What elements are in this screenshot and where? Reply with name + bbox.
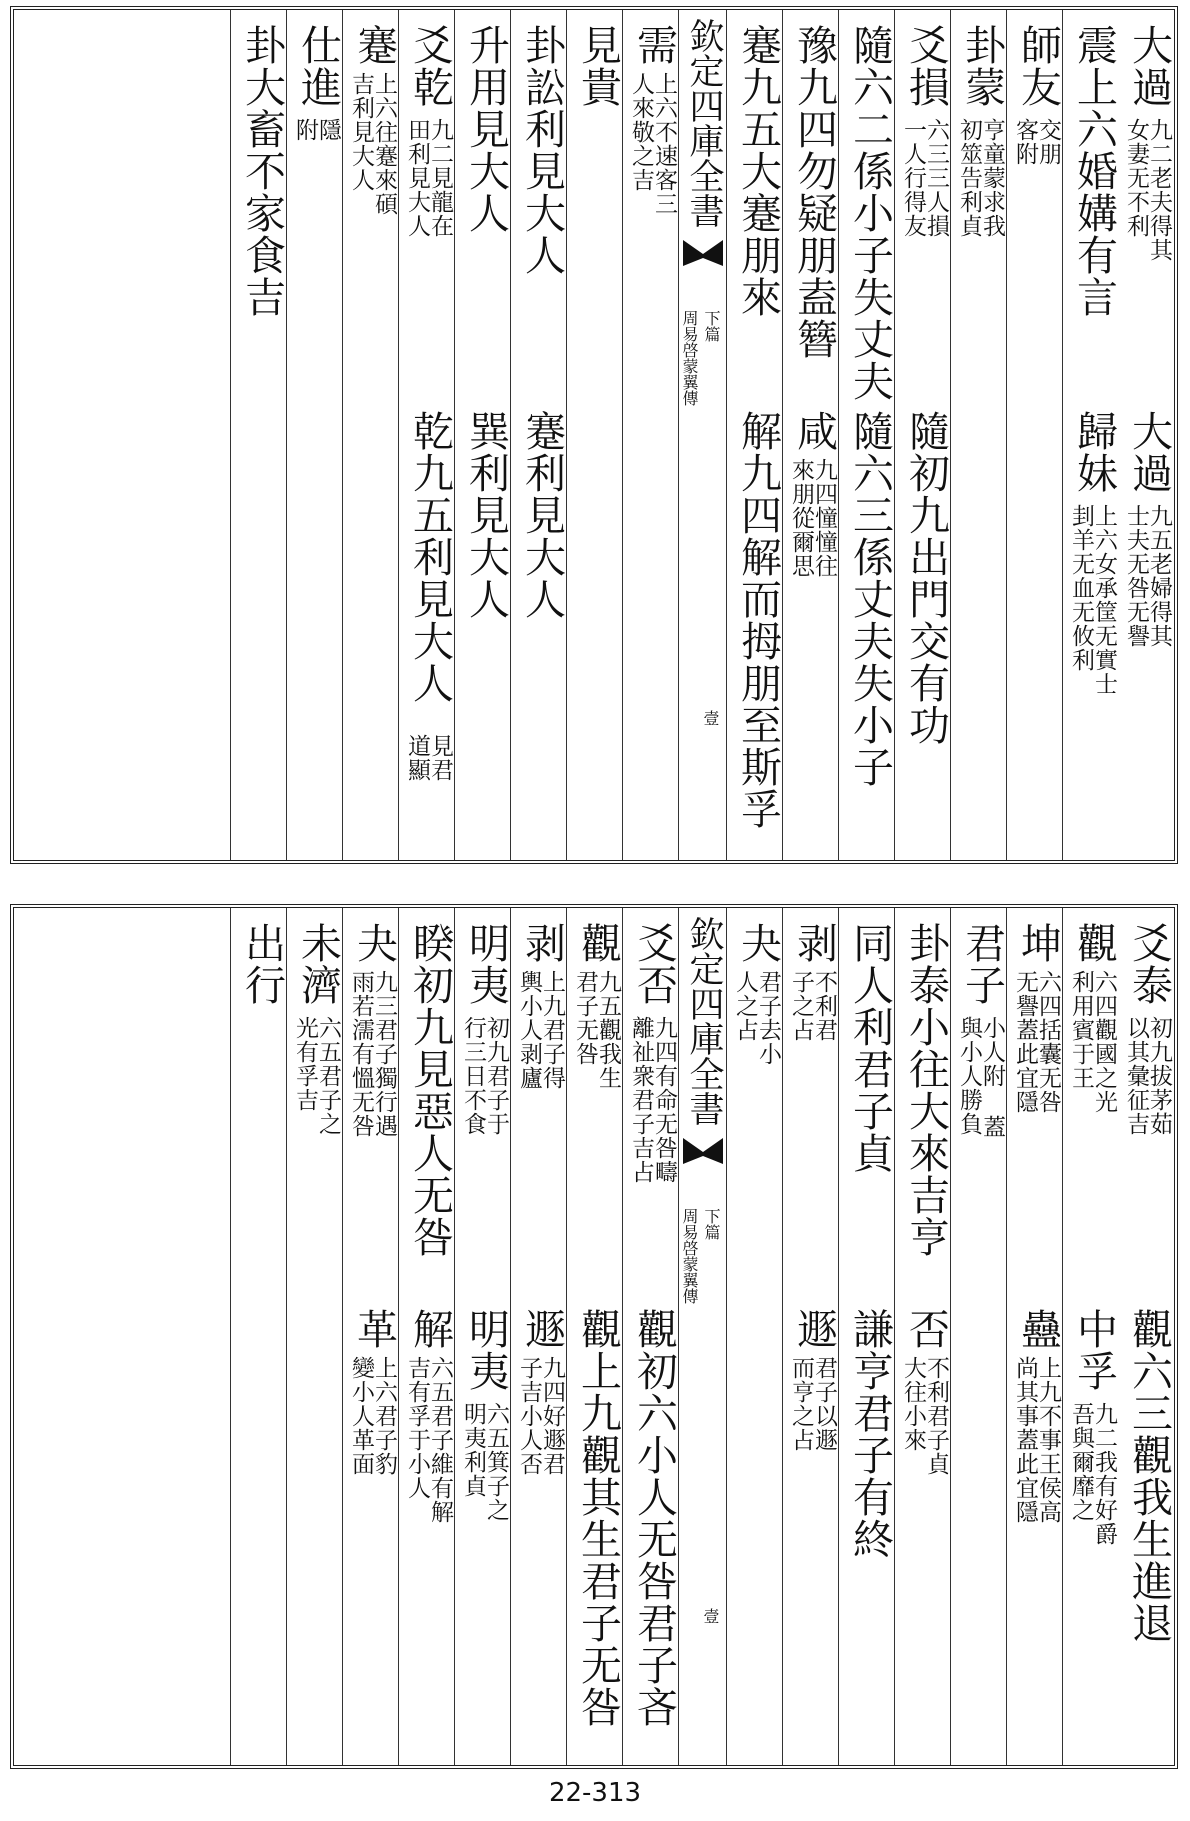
bottom-text-column (894, 908, 950, 1765)
book-subtitle: 周易啓蒙翼傳 (680, 310, 699, 406)
main-text: 夬 (734, 922, 782, 964)
main-text-second: 解九四解而拇朋至斯孚 (734, 410, 782, 830)
top-text-column (950, 10, 1006, 860)
main-text: 夬 (350, 922, 398, 964)
main-text-second: 遯 (518, 1308, 566, 1350)
annotation: 初九君子于行三日不食 (460, 1016, 509, 1136)
annotation: 六四觀國之光利用賓于王 (1068, 970, 1117, 1114)
main-text-second: 否 (902, 1308, 950, 1350)
header-column (678, 908, 726, 1765)
bottom-text-column (1006, 908, 1062, 1765)
main-text: 見貴 (574, 24, 622, 108)
book-title: 欽定四庫全書 (684, 18, 724, 228)
annotation: 上九君子得輿小人剥廬 (516, 970, 565, 1090)
main-text-second: 蹇利見大人 (518, 410, 566, 620)
bottom-text-column (398, 908, 454, 1765)
annotation-second: 君子以遯而亨之占 (788, 1356, 837, 1452)
top-text-column (286, 10, 342, 860)
top-text-column (342, 10, 398, 860)
top-text-column (1006, 10, 1062, 860)
annotation: 九二見龍在田利見大人 (404, 118, 453, 238)
header-column (678, 10, 726, 860)
main-text: 蹇 (350, 24, 398, 66)
main-text: 卦泰小往大來吉亨 (902, 922, 950, 1258)
annotation: 九二老夫得其女妻无不利 (1123, 118, 1172, 262)
main-text-second: 乾九五利見大人 (406, 410, 454, 704)
main-text: 爻乾 (406, 24, 454, 108)
main-text: 君子 (958, 922, 1006, 1006)
main-text-second: 觀上九觀其生君子无咎 (574, 1308, 622, 1728)
top-text-column (454, 10, 510, 860)
bottom-text-column (950, 908, 1006, 1765)
annotation: 君子去小人之占 (732, 970, 781, 1066)
main-text: 蹇九五大蹇朋來 (734, 24, 782, 318)
top-text-column (838, 10, 894, 860)
top-text-column (1062, 10, 1118, 860)
main-text: 爻泰 (1125, 922, 1173, 1006)
main-text: 卦大畜不家食吉 (238, 24, 286, 318)
annotation: 六五君子之光有孚吉 (292, 1016, 341, 1136)
annotation-second: 九四好遯君子吉小人否 (516, 1356, 565, 1476)
fishtail-mark-icon (683, 240, 723, 266)
main-text-second: 明夷 (462, 1308, 510, 1392)
annotation: 上六不速客三人來敬之吉 (628, 72, 677, 216)
main-text-second: 革 (350, 1308, 398, 1350)
main-text: 觀 (1070, 922, 1118, 964)
annotation-second: 六五箕子之明夷利貞 (460, 1402, 509, 1522)
main-text: 師友 (1014, 24, 1062, 108)
main-text-second: 咸 (790, 410, 838, 452)
main-text-second: 蠱 (1014, 1308, 1062, 1350)
main-text-second: 觀初六小人无咎君子吝 (630, 1308, 678, 1728)
main-text: 需 (630, 24, 678, 66)
top-text-column (230, 10, 286, 860)
annotation: 不利君子之占 (788, 970, 837, 1042)
main-text-second: 中孚 (1070, 1308, 1118, 1392)
top-page-frame (10, 6, 1178, 864)
bottom-text-column (726, 908, 782, 1765)
main-text: 震上六婚媾有言 (1070, 24, 1118, 318)
annotation: 隱附 (292, 118, 341, 142)
annotation: 九三君子獨行遇雨若濡有慍无咎 (348, 970, 397, 1138)
book-subtitle: 周易啓蒙翼傳 (680, 1208, 699, 1304)
top-text-column (782, 10, 838, 860)
book-section: 下篇 (702, 1208, 721, 1240)
main-text: 仕進 (294, 24, 342, 108)
main-text-second: 觀六三觀我生進退 (1125, 1308, 1173, 1644)
annotation-second: 上六君子豹變小人革面 (348, 1356, 397, 1476)
page-number: 22-313 (548, 1778, 642, 1808)
top-text-column (566, 10, 622, 860)
annotation: 亨童蒙求我初筮告利貞 (956, 118, 1005, 238)
annotation: 小人附 蓋與小人勝負 (956, 1016, 1005, 1139)
main-text-second: 謙亨君子有終 (846, 1308, 894, 1560)
bottom-text-column (1118, 908, 1174, 1765)
main-text: 升用見大人 (462, 24, 510, 234)
bottom-text-column (230, 908, 286, 1765)
annotation-second: 六五君子維有解吉有孚于小人 (404, 1356, 453, 1524)
bottom-page-frame (10, 904, 1178, 1769)
annotation: 九四有命无咎疇離祉衆君子吉占 (628, 1016, 677, 1184)
main-text: 豫九四勿疑朋盍簪 (790, 24, 838, 360)
top-text-column (622, 10, 678, 860)
main-text-second: 遯 (790, 1308, 838, 1350)
main-text: 爻否 (630, 922, 678, 1006)
annotation: 六三三人損一人行得友 (900, 118, 949, 238)
annotation-second: 見君道顯 (404, 734, 453, 782)
main-text-second: 巽利見大人 (462, 410, 510, 620)
main-text: 剥 (790, 922, 838, 964)
annotation: 上六往蹇來碩吉利見大人 (348, 72, 397, 216)
top-text-column (398, 10, 454, 860)
bottom-text-column (454, 908, 510, 1765)
main-text-second: 隨六三係丈夫失小子 (846, 410, 894, 788)
annotation: 六四括囊无咎无譽蓋此宜隱 (1012, 970, 1061, 1114)
main-text: 明夷 (462, 922, 510, 1006)
folio-mark: 壹 (701, 1608, 720, 1624)
top-text-column (726, 10, 782, 860)
main-text-second: 解 (406, 1308, 454, 1350)
main-text: 隨六二係小子失丈夫 (846, 24, 894, 402)
bottom-text-column (1062, 908, 1118, 1765)
annotation-second: 上九不事王侯高尚其事蓋此宜隱 (1012, 1356, 1061, 1524)
bottom-text-column (622, 908, 678, 1765)
top-text-column (894, 10, 950, 860)
annotation-second: 九五老婦得其士夫无咎无譽 (1123, 504, 1172, 648)
main-text: 出行 (238, 922, 286, 1006)
main-text: 坤 (1014, 922, 1062, 964)
bottom-text-column (510, 908, 566, 1765)
bottom-text-column (782, 908, 838, 1765)
main-text: 剥 (518, 922, 566, 964)
main-text-second: 隨初九出門交有功 (902, 410, 950, 746)
annotation: 九五觀我生君子无咎 (572, 970, 621, 1090)
top-text-column (1118, 10, 1174, 860)
annotation: 初九拔茅茹以其彙征吉 (1123, 1016, 1172, 1136)
bottom-text-column (342, 908, 398, 1765)
annotation-second: 九二我有好爵吾與爾靡之 (1068, 1402, 1117, 1546)
annotation-second: 上六女承筐无實士刲羊无血无攸利 (1068, 504, 1117, 696)
main-text: 未濟 (294, 922, 342, 1006)
main-text: 睽初九見惡人无咎 (406, 922, 454, 1258)
main-text-second: 大過 (1125, 410, 1173, 494)
main-text: 觀 (574, 922, 622, 964)
book-title: 欽定四庫全書 (684, 916, 724, 1126)
main-text: 同人利君子貞 (846, 922, 894, 1174)
annotation-second: 不利君子貞大往小來 (900, 1356, 949, 1476)
annotation-second: 九四憧憧往來朋從爾思 (788, 458, 837, 578)
bottom-text-column (566, 908, 622, 1765)
folio-mark: 壹 (701, 710, 720, 726)
main-text-second: 歸妹 (1070, 410, 1118, 494)
top-text-column (510, 10, 566, 860)
main-text: 大過 (1125, 24, 1173, 108)
main-text: 卦蒙 (958, 24, 1006, 108)
bottom-text-column (838, 908, 894, 1765)
fishtail-mark-icon (683, 1138, 723, 1164)
main-text: 卦訟利見大人 (518, 24, 566, 276)
bottom-text-column (286, 908, 342, 1765)
book-section: 下篇 (702, 310, 721, 342)
main-text: 爻損 (902, 24, 950, 108)
annotation: 交朋客附 (1012, 118, 1061, 166)
